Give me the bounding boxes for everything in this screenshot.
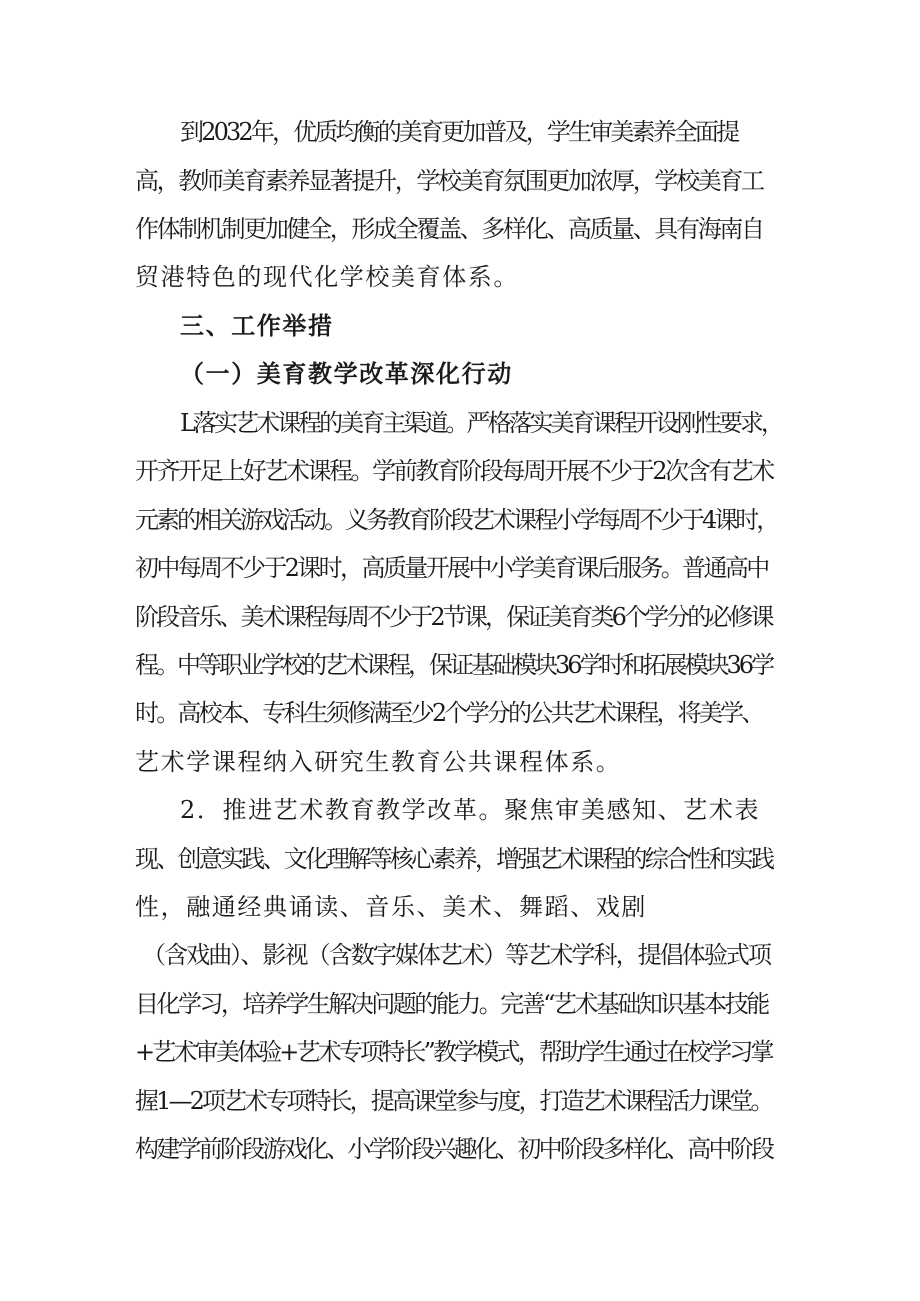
paragraph-line: 元素的相关游戏活动。义务教育阶段艺术课程小学每周不少于4课时， bbox=[135, 506, 778, 534]
paragraph-line: 贸港特色的现代化学校美育体系。 bbox=[135, 263, 519, 291]
paragraph-line: 性，融通经典诵读、音乐、美术、舞蹈、戏剧 bbox=[135, 893, 647, 921]
paragraph-line: 艺术学课程纳入研究生教育公共课程体系。 bbox=[135, 748, 622, 776]
paragraph-line: 现、创意实践、文化理解等核心素养，增强艺术课程的综合性和实践 bbox=[135, 845, 773, 873]
paragraph-line: 高，教师美育素养显著提升，学校美育氛围更加浓厚，学校美育工 bbox=[135, 167, 763, 195]
subsection-heading: （一）美育教学改革深化行动 bbox=[180, 359, 513, 388]
paragraph-line: 阶段音乐、美术课程每周不少于2节课，保证美育类6个学分的必修课 bbox=[135, 603, 772, 631]
section-heading: 三、工作举措 bbox=[180, 311, 334, 340]
paragraph-line: 到2032年，优质均衡的美育更加普及，学生审美素养全面提 bbox=[180, 118, 738, 146]
paragraph-line: 开齐开足上好艺术课程。学前教育阶段每周开展不少于2次含有艺术 bbox=[135, 457, 773, 485]
paragraph-line: 2．推进艺术教育教学改革。聚焦审美感知、艺术表 bbox=[180, 796, 761, 824]
paragraph-line: 目化学习，培养学生解决问题的能力。完善“艺术基础知识基本技能 bbox=[135, 990, 768, 1018]
paragraph-line: 初中每周不少于2课时，高质量开展中小学美育课后服务。普通高中 bbox=[135, 554, 768, 582]
paragraph-line: 握1—2项艺术专项特长，提高课堂参与度，打造艺术课程活力课堂。 bbox=[135, 1087, 772, 1115]
paragraph-line: 程。中等职业学校的艺术课程，保证基础模块36学时和拓展模块36学 bbox=[135, 651, 773, 679]
paragraph-line: +艺术审美体验+艺术专项特长”教学模式，帮助学生通过在校学习掌 bbox=[135, 1038, 772, 1066]
paragraph-line: L落实艺术课程的美育主渠道。严格落实美育课程开设刚性要求， bbox=[180, 409, 782, 437]
paragraph-line: 构建学前阶段游戏化、小学阶段兴趣化、初中阶段多样化、高中阶段 bbox=[135, 1135, 773, 1163]
paragraph-line: 时。高校本、专科生须修满至少2个学分的公共艺术课程，将美学、 bbox=[135, 699, 763, 727]
paragraph-line: （含戏曲）、影视（含数字媒体艺术）等艺术学科，提倡体验式项 bbox=[142, 941, 771, 969]
paragraph-line: 作体制机制更加健全，形成全覆盖、多样化、高质量、具有海南自 bbox=[135, 215, 763, 243]
